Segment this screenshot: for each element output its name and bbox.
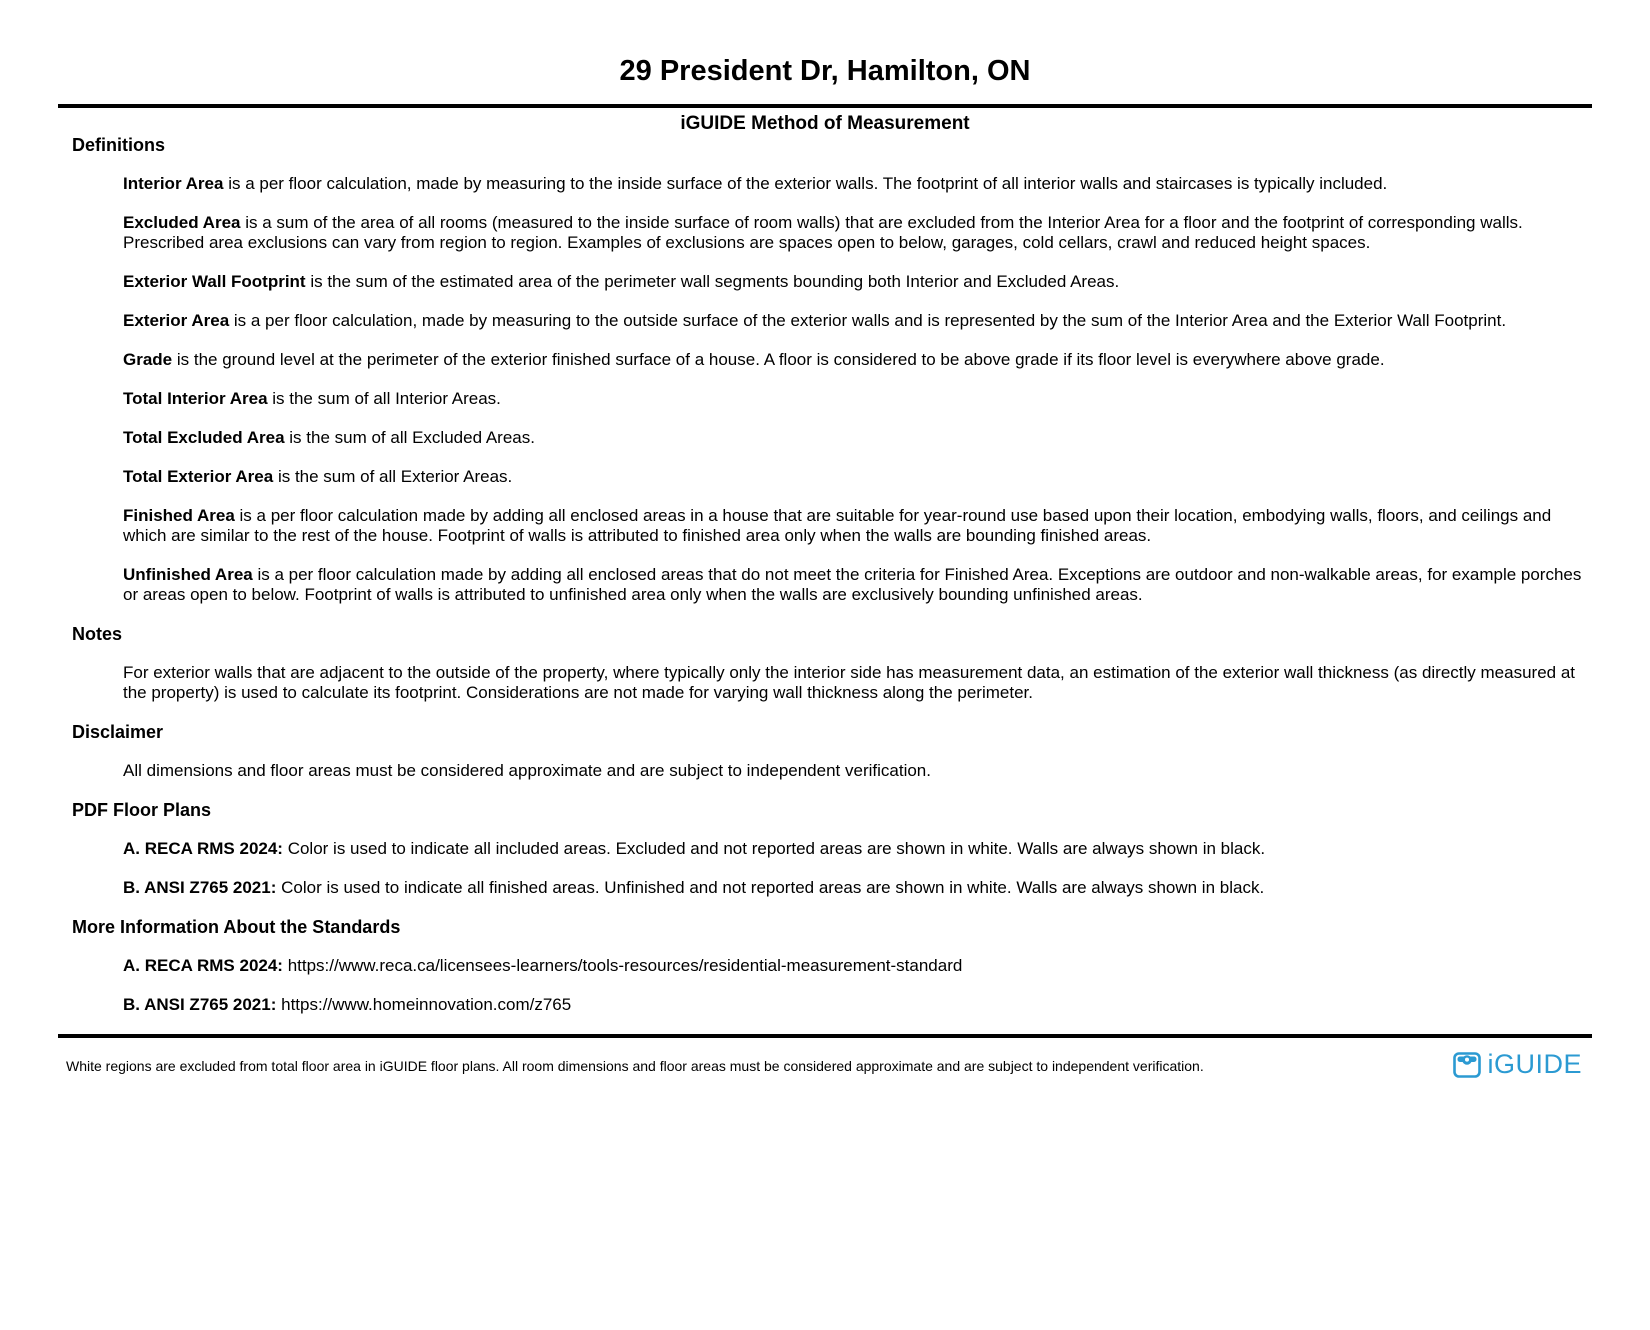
paragraph-text: is the ground level at the perimeter of the exterior finished surface of a house. A floor is considered to be above grade if its floor level is everywhere above grade. bbox=[172, 350, 1385, 369]
reca-url-text: https://www.reca.ca/licensees-learners/tools-resources/residential-measurement-standard bbox=[282, 956, 963, 975]
page-title: 29 President Dr, Hamilton, ON bbox=[619, 55, 1031, 87]
definition-unfinished-area bbox=[123, 565, 1592, 605]
definition-total-excluded-area bbox=[123, 428, 1592, 448]
section-heading-definitions: Definitions bbox=[72, 135, 165, 155]
section-heading-notes: Notes bbox=[72, 624, 123, 644]
definition-interior-area bbox=[123, 174, 1592, 194]
paragraph-text: Color is used to indicate all finished areas. Unfinished and not reported areas are shown in white. Walls are always shown in black. bbox=[276, 878, 1265, 897]
more-info-ansi-url bbox=[123, 995, 1592, 1015]
paragraph-text: is the sum of all Interior Areas. bbox=[267, 389, 501, 408]
section-disclaimer bbox=[0, 722, 1650, 781]
paragraph-text: is the sum of all Excluded Areas. bbox=[284, 428, 535, 447]
paragraph-lead: Unfinished Area bbox=[123, 565, 253, 584]
paragraph-lead: Exterior Wall Footprint bbox=[123, 272, 306, 291]
section-heading-more-information: More Information About the Standards bbox=[72, 917, 401, 937]
paragraph-text: is a per floor calculation made by adding all enclosed areas that do not meet the criteria for Finished Area. Exceptions are outdoor and non-walkable areas, for example porches or areas open to below. Footprint of walls is attributed to unfinished area only when the walls are exclusively bounding unfinished areas. bbox=[123, 565, 1582, 604]
paragraph-text: For exterior walls that are adjacent to the outside of the property, where typically only the interior side has measurement data, an estimation of the exterior wall thickness (as directly measured at the property) is used to calculate its footprint. Considerations are not made for varying wall thickness along the perimeter. bbox=[123, 663, 1576, 702]
paragraph-lead: Excluded Area bbox=[123, 213, 241, 232]
paragraph-text: Color is used to indicate all included areas. Excluded and not reported areas are shown in white. Walls are always shown in black. bbox=[282, 839, 1266, 858]
paragraph-text: is the sum of the estimated area of the perimeter wall segments bounding both Interior and Excluded Areas. bbox=[305, 272, 1120, 291]
paragraph-text: is a per floor calculation made by adding all enclosed areas in a house that are suitable for year-round use based upon their location, embodying walls, floors, and ceilings and which are similar to the rest of the house. Footprint of walls is attributed to finished area only when the walls are bounding finished areas. bbox=[123, 506, 1552, 545]
section-more-information bbox=[0, 917, 1650, 1015]
notes-paragraph bbox=[123, 663, 1592, 703]
paragraph-lead: B. ANSI Z765 2021: bbox=[123, 995, 277, 1014]
footer-row bbox=[0, 1038, 1650, 1078]
paragraph-text: is a per floor calculation, made by measuring to the inside surface of the exterior walls. The footprint of all interior walls and staircases is typically included. bbox=[223, 174, 1388, 193]
paragraph-text: is a per floor calculation, made by measuring to the outside surface of the exterior walls and is represented by the sum of the Interior Area and the Exterior Wall Footprint. bbox=[229, 311, 1507, 330]
section-heading-pdf-floor-plans: PDF Floor Plans bbox=[72, 800, 212, 820]
definition-exterior-wall-footprint bbox=[123, 272, 1592, 292]
paragraph-lead: Total Excluded Area bbox=[123, 428, 285, 447]
paragraph-lead: Grade bbox=[123, 350, 173, 369]
pdf-floor-plans-ansi bbox=[123, 878, 1592, 898]
page-subtitle: iGUIDE Method of Measurement bbox=[680, 113, 970, 134]
ansi-url-text: https://www.homeinnovation.com/z765 bbox=[276, 995, 572, 1014]
paragraph-lead: A. RECA RMS 2024: bbox=[123, 839, 283, 858]
disclaimer-paragraph bbox=[123, 761, 1592, 781]
section-definitions bbox=[0, 135, 1650, 605]
definition-grade bbox=[123, 350, 1592, 370]
section-notes bbox=[0, 624, 1650, 703]
iguide-logo-text: iGUIDE bbox=[1487, 1049, 1582, 1079]
paragraph-lead: Total Exterior Area bbox=[123, 467, 274, 486]
paragraph-lead: Exterior Area bbox=[123, 311, 230, 330]
paragraph-text: All dimensions and floor areas must be considered approximate and are subject to independent verification. bbox=[123, 761, 931, 780]
definition-total-interior-area bbox=[123, 389, 1592, 409]
more-info-reca-url bbox=[123, 956, 1592, 976]
paragraph-text: is the sum of all Exterior Areas. bbox=[273, 467, 513, 486]
paragraph-lead: B. ANSI Z765 2021: bbox=[123, 878, 277, 897]
section-heading-disclaimer: Disclaimer bbox=[72, 722, 164, 742]
paragraph-lead: A. RECA RMS 2024: bbox=[123, 956, 283, 975]
definition-excluded-area bbox=[123, 213, 1592, 253]
paragraph-lead: Finished Area bbox=[123, 506, 235, 525]
definition-exterior-area bbox=[123, 311, 1592, 331]
iguide-logo bbox=[1453, 1050, 1582, 1078]
paragraph-lead: Interior Area bbox=[123, 174, 224, 193]
section-pdf-floor-plans bbox=[0, 800, 1650, 898]
document-page bbox=[0, 55, 1650, 1015]
definition-finished-area bbox=[123, 506, 1592, 546]
pdf-floor-plans-reca bbox=[123, 839, 1592, 859]
footer-note: White regions are excluded from total floor area in iGUIDE floor plans. All room dimensions and floor areas must be considered approximate and are subject to independent verification. bbox=[66, 1058, 1204, 1074]
definition-total-exterior-area bbox=[123, 467, 1592, 487]
header-divider bbox=[58, 104, 1592, 108]
paragraph-text: is a sum of the area of all rooms (measured to the inside surface of room walls) that are excluded from the Interior Area for a floor and the footprint of corresponding walls. Prescribed area exclusions can vary from region to region. Examples of exclusions are spaces open to below, garages, cold cellars, crawl and reduced height spaces. bbox=[123, 213, 1523, 252]
camera-icon bbox=[1453, 1050, 1481, 1078]
paragraph-lead: Total Interior Area bbox=[123, 389, 268, 408]
page-footer bbox=[0, 1034, 1650, 1078]
